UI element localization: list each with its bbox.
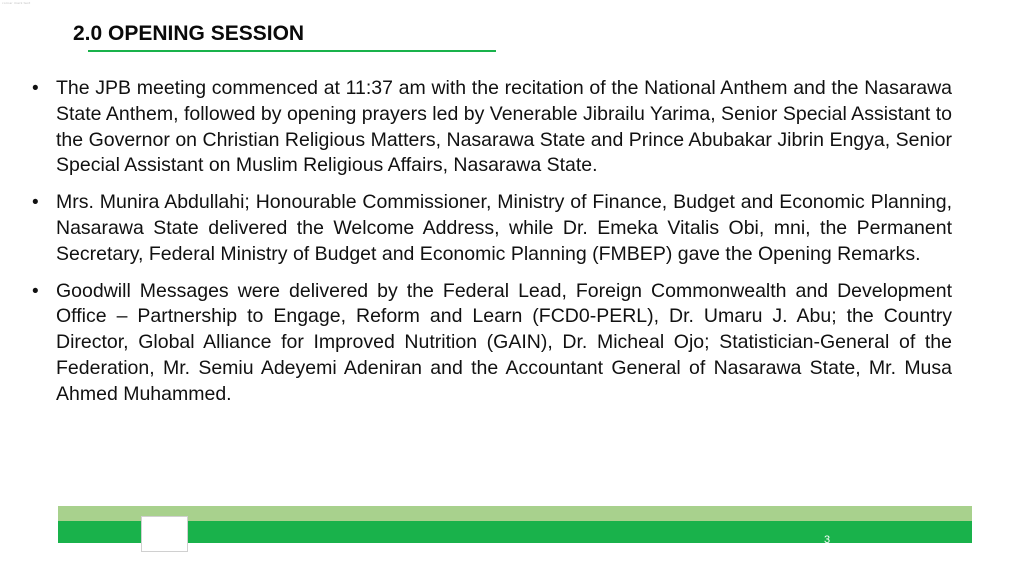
bullet-list bbox=[30, 76, 952, 419]
bullet-dot-icon: • bbox=[32, 280, 39, 302]
page-number: 3 bbox=[824, 534, 831, 546]
bullet-text: Mrs. Munira Abdullahi; Honourable Commissioner, Ministry of Finance, Budget and Economic Planning, Nasarawa State delivered the Welcome Address, while Dr. Emeka Vitalis Obi, mni, the Permanent Secretary, Federal Ministry of Budget and Economic Planning (FMBEP) gave the Opening Remarks. bbox=[56, 191, 952, 265]
title-underline bbox=[88, 50, 496, 52]
footer-band-light bbox=[58, 506, 972, 521]
bullet-item-welcome bbox=[30, 190, 952, 267]
slide-title: 2.0 OPENING SESSION bbox=[73, 22, 305, 45]
footer-logo-box bbox=[141, 516, 188, 552]
bullet-text: The JPB meeting commenced at 11:37 am with the recitation of the National Anthem and the Nasarawa State Anthem, followed by opening prayers led by Venerable Jibrailu Yarima, Senior Special Assistant to the Governor on Christian Religious Matters, Nasarawa State and Prince Abubakar Jibrin Engya, Senior Special Assistant on Muslim Religious Affairs, Nasarawa State. bbox=[56, 77, 952, 177]
bullet-item-goodwill bbox=[30, 279, 952, 408]
bullet-dot-icon: • bbox=[32, 192, 39, 214]
bullet-text: Goodwill Messages were delivered by the Federal Lead, Foreign Commonwealth and Development Office – Partnership to Engage, Reform and Learn (FCD0-PERL), Dr. Umaru J. Abu; the Country Director, Global Alliance for Improved Nutrition (GAIN), Dr. Micheal Ojo; Statistician-General of the Federation, Mr. Semiu Adeyemi Adeniran and the Accountant General of Nasarawa State, Mr. Musa Ahmed Muhammed. bbox=[56, 279, 952, 405]
bullet-dot-icon: • bbox=[32, 78, 39, 99]
footer-band-dark bbox=[58, 521, 972, 543]
bullet-item-opening bbox=[30, 76, 952, 179]
corner-watermark: corner mark text bbox=[2, 1, 31, 5]
